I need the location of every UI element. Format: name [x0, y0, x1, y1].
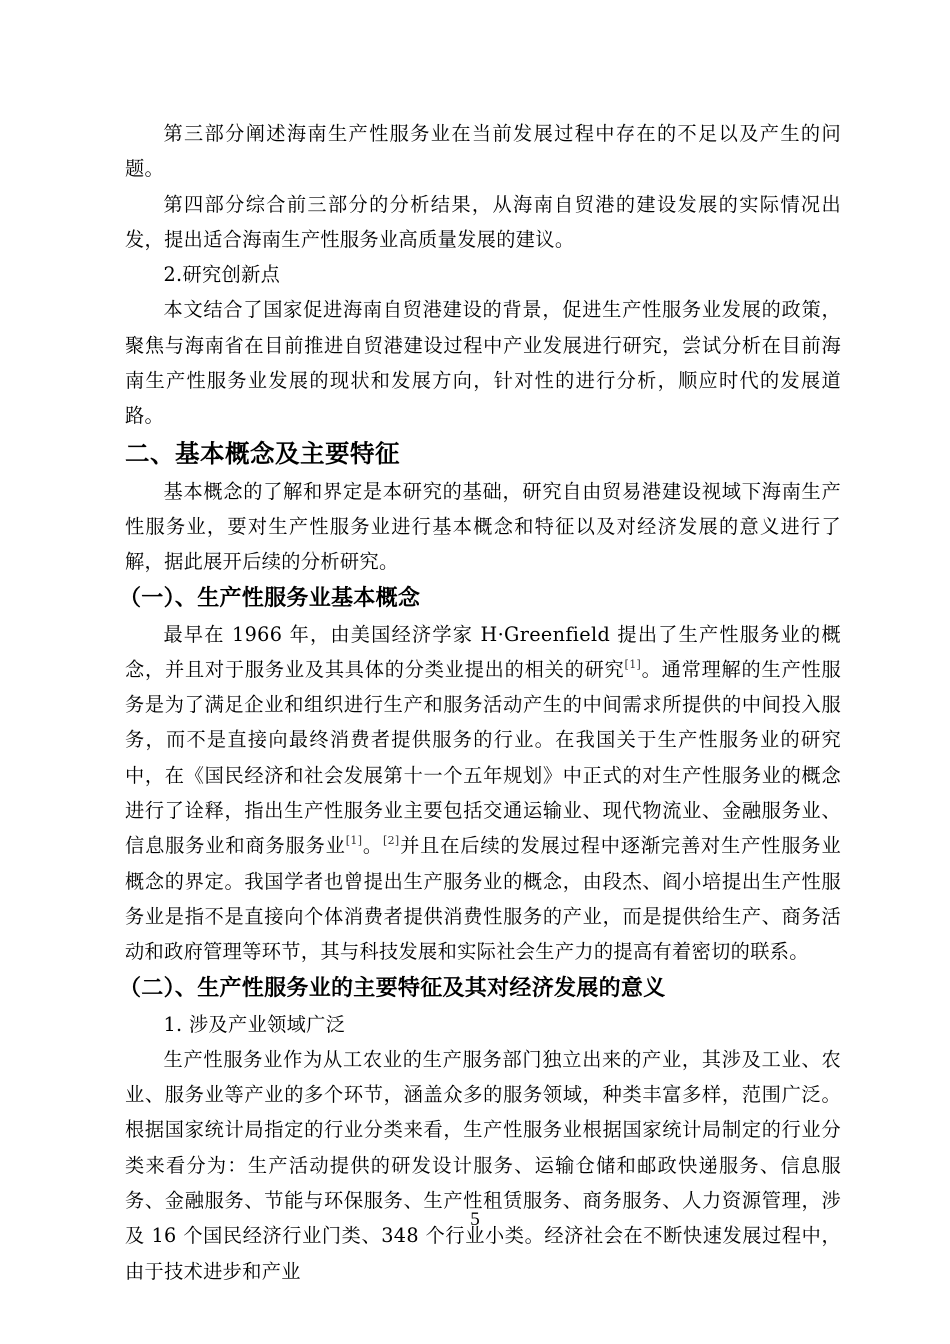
paragraph-part-four: 第四部分综合前三部分的分析结果，从海南自贸港的建设发展的实际情况出发，提出适合海南生产性服务业高质量发展的建议。 — [125, 192, 841, 251]
paragraph-innovation: 本文结合了国家促进海南自贸港建设的背景，促进生产性服务业发展的政策，聚焦与海南省在目前推进自贸港建设过程中产业发展进行研究，尝试分析在目前海南生产性服务业发展的现状和发展方向，针对性的进行分析，顺应时代的发展道路。 — [125, 298, 841, 428]
citation-3[interactable]: [2] — [382, 834, 400, 848]
concept-text-1: 最早在 1966 年，由美国经济学家 H·Greenfield 提出了生产性服务业的概念，并且对于服务业及其具体的分类业提出的相关的研究 — [125, 622, 841, 681]
innovation-subtitle: 2.研究创新点 — [163, 263, 281, 287]
subsection-heading-concept: （一）、生产性服务业基本概念 — [119, 585, 421, 611]
section-heading-basic-concepts: 二、基本概念及主要特征 — [125, 438, 400, 468]
concept-text-2: 。通常理解的生产性服务是为了满足企业和组织进行生产和服务活动产生的中间需求所提供的中间投入服务，而不是直接向最终消费者提供服务的行业。在我国关于生产性服务业的研究中，在《国民经济和社会发展第十一个五年规划》中正式的对生产性服务业的概念进行了诠释，指出生产性服务业主要包括交通运输业、现代物流业、金融服务业、信息服务业和商务服务业 — [125, 657, 842, 858]
concept-text-4: 并且在后续的发展过程中逐渐完善对生产性服务业概念的界定。我国学者也曾提出生产服务业的概念，由段杰、阎小培提出生产性服务业是指不是直接向个体消费者提供消费性服务的产业，而是提供给生产、商务活动和政府管理等环节，其与科技发展和实际社会生产力的提高有着密切的联系。 — [125, 834, 841, 964]
paragraph-concept — [125, 617, 841, 970]
citation-2[interactable]: [1] — [345, 834, 363, 848]
item-title-wide-fields: 1. 涉及产业领域广泛 — [163, 1012, 346, 1036]
paragraph-part-three: 第三部分阐述海南生产性服务业在当前发展过程中存在的不足以及产生的问题。 — [125, 122, 841, 181]
page-content — [119, 116, 842, 1289]
concept-text-3: 。 — [362, 834, 383, 858]
paragraph-section-intro: 基本概念的了解和界定是本研究的基础，研究自由贸易港建设视域下海南生产性服务业，要对生产性服务业进行基本概念和特征以及对经济发展的意义进行了解，据此展开后续的分析研究。 — [125, 479, 841, 574]
paragraph-wide-fields: 生产性服务业作为从工农业的生产服务部门独立出来的产业，其涉及工业、农业、服务业等产业的多个环节，涵盖众多的服务领域，种类丰富多样，范围广泛。根据国家统计局指定的行业分类来看，生产性服务业根据国家统计局制定的行业分类来看分为：生产活动提供的研发设计服务、运输仓储和邮政快递服务、信息服务、金融服务、节能与环保服务、生产性租赁服务、商务服务、人力资源管理，涉及 16 个国民经济行业门类、348 个行业小类。经济社会在不断快速发展过程中，由于技术进步和产业 — [125, 1047, 841, 1283]
citation-1[interactable]: [1] — [624, 657, 642, 671]
subsection-heading-features: （二）、生产性服务业的主要特征及其对经济发展的意义 — [119, 975, 666, 1001]
page-number: 5 — [470, 1209, 480, 1230]
